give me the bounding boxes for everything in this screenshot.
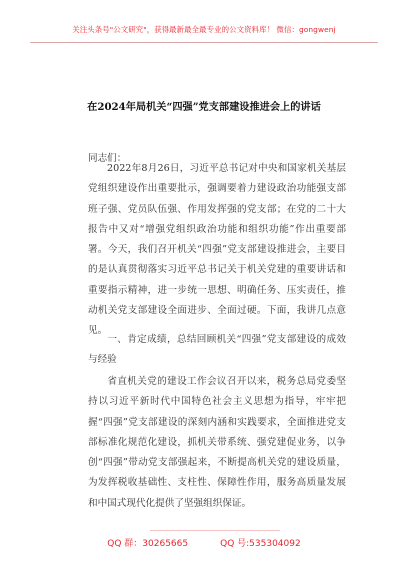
- section-heading-1: [88, 330, 346, 371]
- footer-divider: [150, 530, 280, 531]
- paragraph-achievements-text: 省直机关党的建设工作会议召开以来，税务总局党委坚持以习近平新时代中国特色社会主义思想为指导，牢牢把握“四强”党支部建设的深刻内涵和实践要求，全面推进党支部标准化规范化建设，抓机关带系统、强党建促业务，以争创“四强”带动党支部强起来，不断提高机关党的建设质量，为发挥税收基础性、支柱性、保障性作用，服务高质量发展和中国式现代化提供了坚强组织保证。: [88, 376, 346, 509]
- header-divider: [30, 42, 378, 43]
- greeting: 同志们：: [88, 153, 127, 164]
- promo-banner[interactable]: 关注头条号"公文研究"，获得最新最全最专业的公文资料库！ 微信：gongwenj: [72, 25, 336, 34]
- document-title: 在2024年局机关“四强”党支部建设推进会上的讲话: [87, 101, 321, 113]
- paragraph-intro-text: 2022年8月26日，习近平总书记对中央和国家机关基层党组织建设作出重要批示，强调要着力建设政治功能强支部班子强、党员队伍强、作用发挥强的党支部；在党的二十大报告中又对“增强党组织政治功能和组织功能”作出重要部署。今天，我们召开机关“四强”党支部建设推进会，主要目的是认真贯彻落实习近平总书记关于机关党建的重要讲话和重要指示精神，进一步统一思想、明确任务、压实责任，推动机关党支部建设全面进步、全面过硬。下面，我讲几点意见。: [88, 163, 346, 337]
- paragraph-intro: [88, 159, 346, 342]
- paragraph-achievements: [88, 372, 346, 514]
- section-heading-1-text: 一、肯定成绩，总结回顾机关“四强”党支部建设的成效与经验: [88, 334, 346, 366]
- qq-group-number[interactable]: QQ 群：30265665: [107, 539, 189, 549]
- contact-footer: [0, 536, 408, 549]
- qq-number[interactable]: QQ 号:535304092: [220, 539, 301, 549]
